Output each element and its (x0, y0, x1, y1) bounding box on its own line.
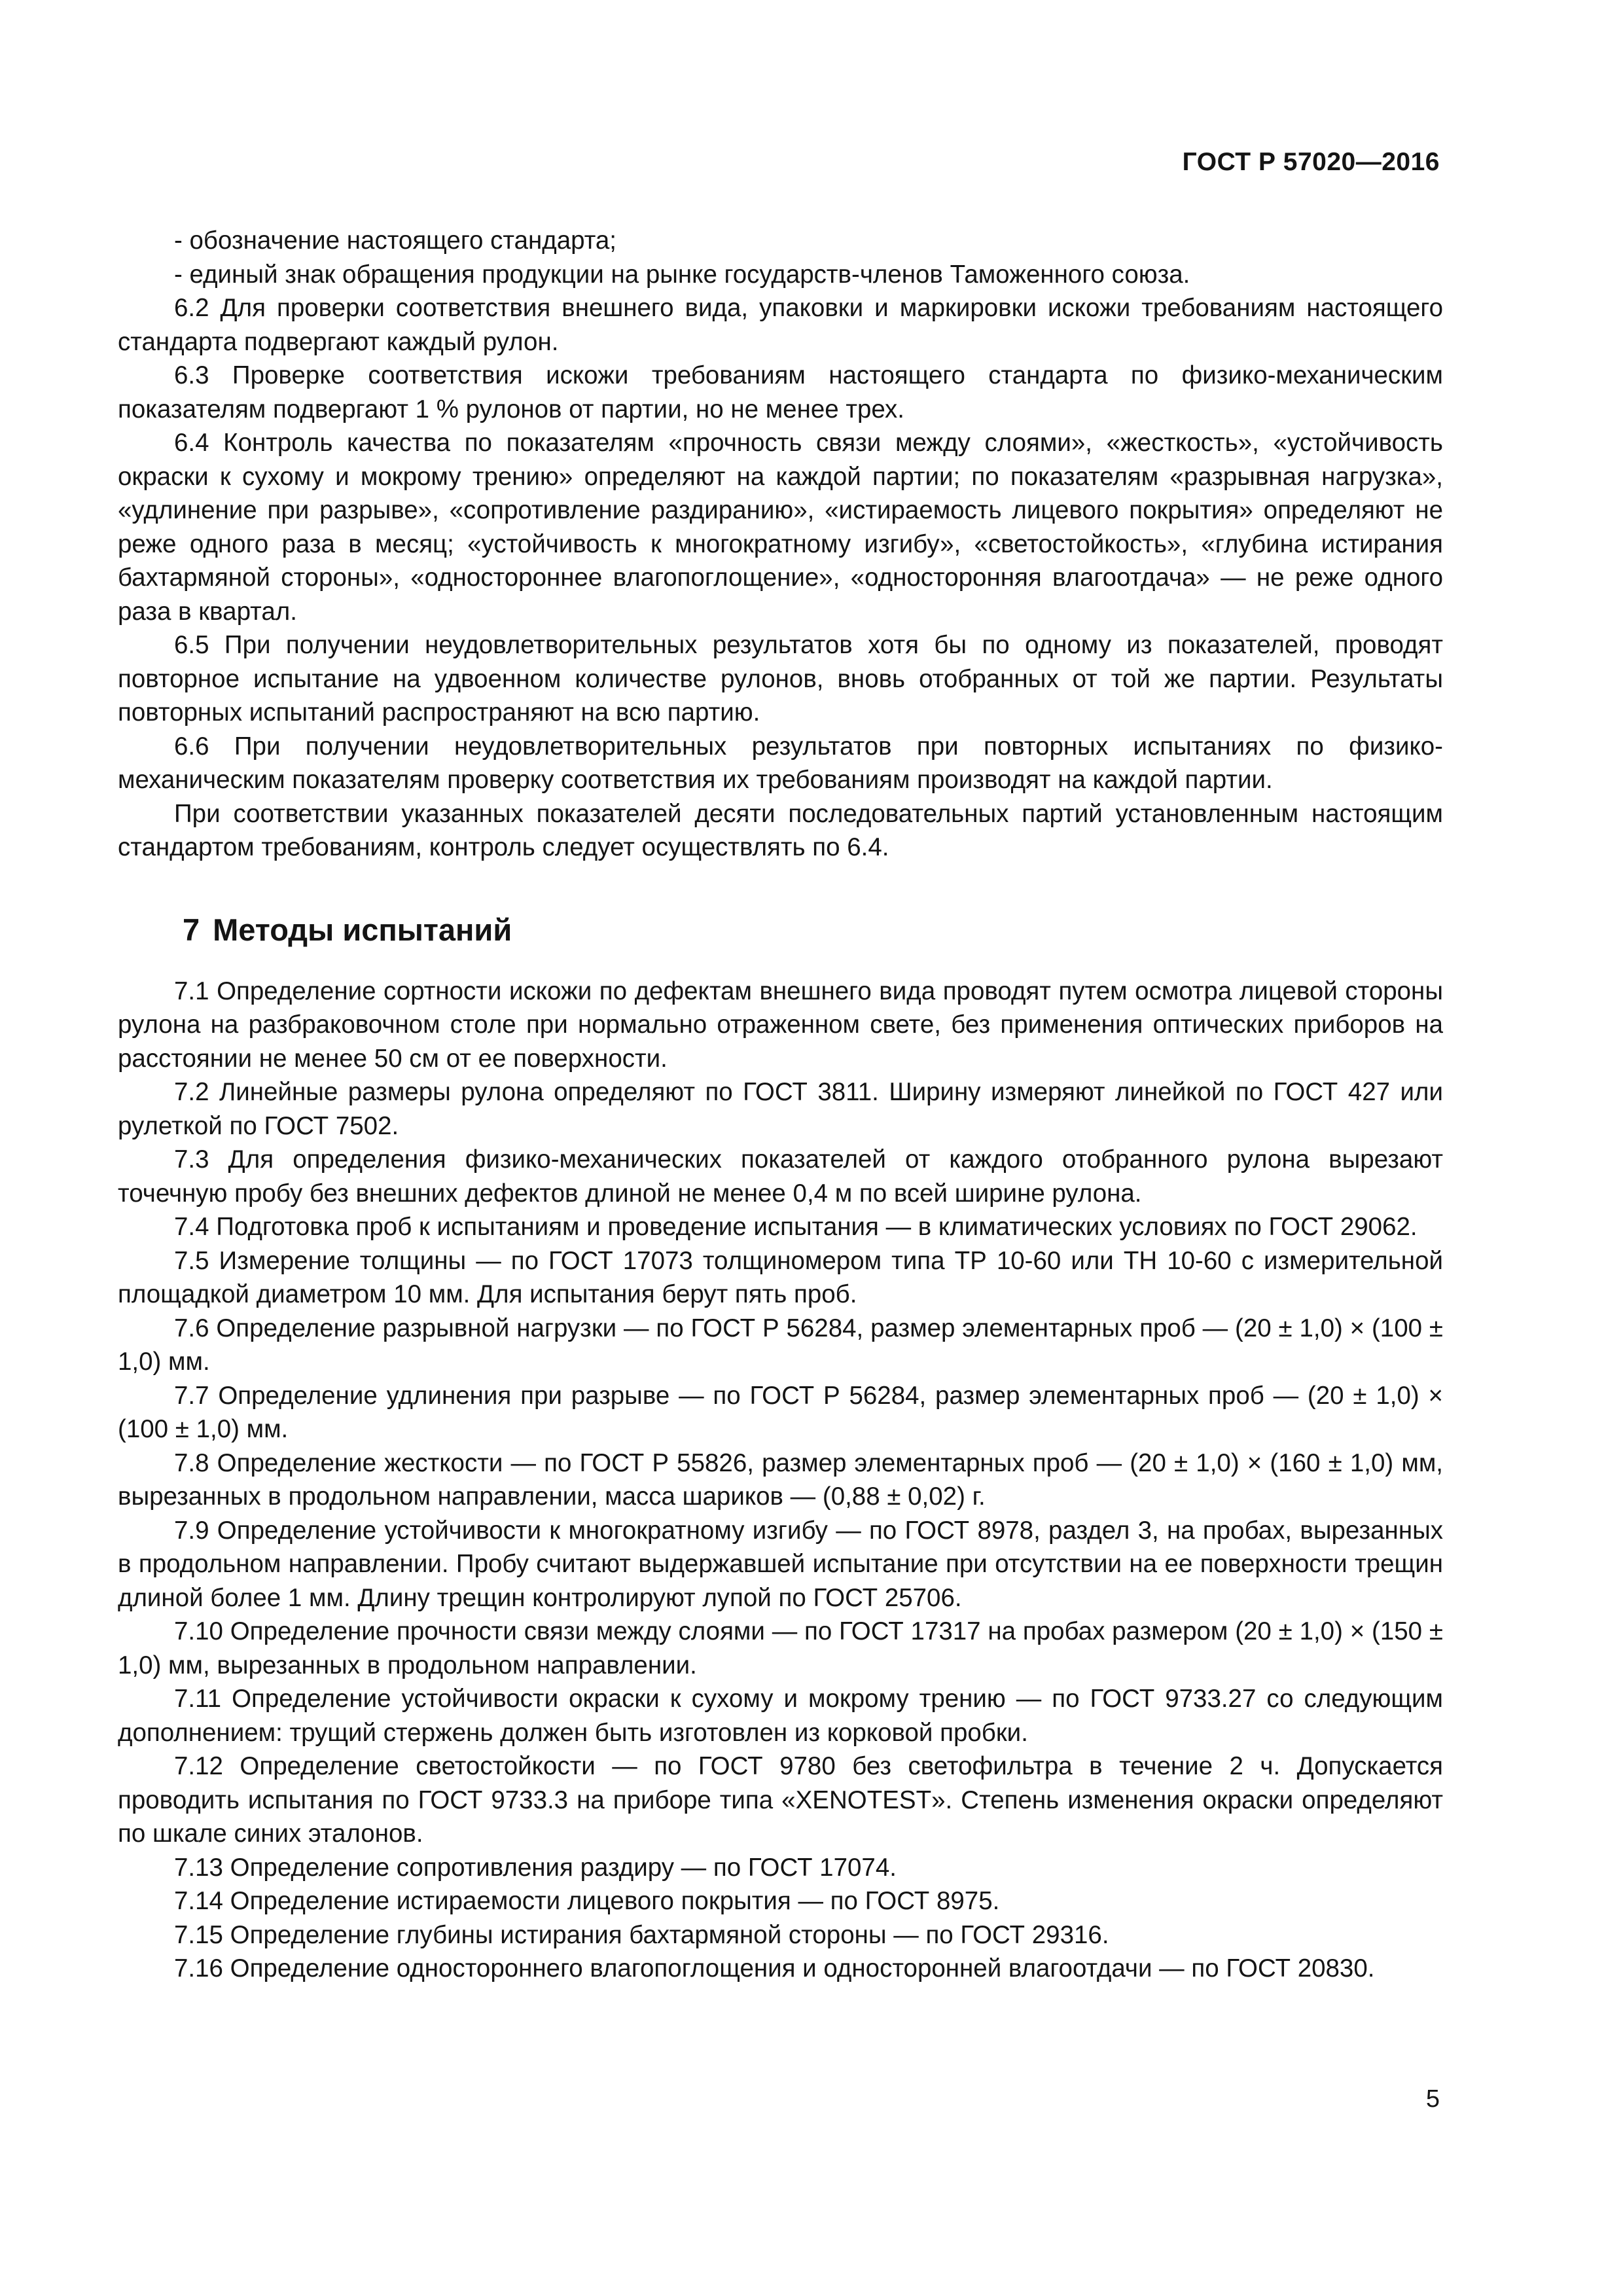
paragraph-6-6-note: При соответствии указанных показателей десяти последовательных партий установленным настоящим стандартом требованиям, контроль следует осуществлять по 6.4. (118, 799, 1443, 861)
paragraph-7-10: 7.10 Определение прочности связи между слоями — по ГОСТ 17317 на пробах размером (20 ± 1,0) × (150 ± 1,0) мм, вырезанных в продольном направлении. (118, 1617, 1443, 1679)
paragraph-7-5: 7.5 Измерение толщины — по ГОСТ 17073 толщиномером типа ТР 10-60 или ТН 10-60 с измерительной площадкой диаметром 10 мм. Для испытания берут пять проб. (118, 1246, 1443, 1308)
paragraph-7-12: 7.12 Определение светостойкости — по ГОСТ 9780 без светофильтра в течение 2 ч. Допускается проводить испытания по ГОСТ 9733.3 на приборе типа «XENOTEST». Степень изменения окраски определяют по шкале синих эталонов. (118, 1752, 1443, 1848)
paragraph-7-11: 7.11 Определение устойчивости окраски к сухому и мокрому трению — по ГОСТ 9733.27 со следующим дополнением: трущий стержень должен быть изготовлен из корковой пробки. (118, 1685, 1443, 1747)
page-number: 5 (1425, 2085, 1440, 2113)
paragraph-7-14: 7.14 Определение истираемости лицевого покрытия — по ГОСТ 8975. (174, 1887, 1000, 1915)
intro-item: - единый знак обращения продукции на рынке государств-членов Таможенного союза. (174, 260, 1190, 289)
paragraph-6-2: 6.2 Для проверки соответствия внешнего вида, упаковки и маркировки искожи требованиям настоящего стандарта подвергают каждый рулон. (118, 294, 1443, 356)
document-body (118, 224, 1443, 1986)
paragraph-7-7: 7.7 Определение удлинения при разрыве — по ГОСТ Р 56284, размер элементарных проб — (20 ± 1,0) × (100 ± 1,0) мм. (118, 1381, 1443, 1443)
section-7-heading (118, 912, 1443, 948)
paragraph-7-13: 7.13 Определение сопротивления раздиру — по ГОСТ 17074. (174, 1853, 897, 1882)
paragraph-7-3: 7.3 Для определения физико-механических показателей от каждого отобранного рулона вырезают точечную пробу без внешних дефектов длиной не менее 0,4 м по всей ширине рулона. (118, 1145, 1443, 1208)
paragraph-6-5: 6.5 При получении неудовлетворительных результатов хотя бы по одному из показателей, проводят повторное испытание на удвоенном количестве рулонов, вновь отобранных от той же партии. Результаты повторных испытаний распространяют на всю партию. (118, 631, 1443, 726)
paragraph-7-16: 7.16 Определение одностороннего влагопоглощения и односторонней влагоотдачи — по ГОСТ 20830. (174, 1954, 1375, 1982)
paragraph-6-3: 6.3 Проверке соответствия искожи требованиям настоящего стандарта по физико-механическим показателям подвергают 1 % рулонов от партии, но не менее трех. (118, 361, 1443, 423)
paragraph-7-6: 7.6 Определение разрывной нагрузки — по ГОСТ Р 56284, размер элементарных проб — (20 ± 1,0) × (100 ± 1,0) мм. (118, 1314, 1443, 1376)
paragraph-7-8: 7.8 Определение жесткости — по ГОСТ Р 55826, размер элементарных проб — (20 ± 1,0) × (160 ± 1,0) мм, вырезанных в продольном направлении, масса шариков — (0,88 ± 0,02) г. (118, 1448, 1443, 1511)
paragraph-7-1: 7.1 Определение сортности искожи по дефектам внешнего вида проводят путем осмотра лицевой стороны рулона на разбраковочном столе при нормально отраженном свете, без применения оптических приборов на расстоянии не менее 50 см от ее поверхности. (118, 977, 1443, 1073)
paragraph-7-4: 7.4 Подготовка проб к испытаниям и проведение испытания — в климатических условиях по ГОСТ 29062. (174, 1213, 1418, 1241)
paragraph-7-9: 7.9 Определение устойчивости к многократному изгибу — по ГОСТ 8978, раздел 3, на пробах, вырезанных в продольном направлении. Пробу считают выдержавшей испытание при отсутствии на ее поверхности трещин длиной более 1 мм. Длину трещин контролируют лупой по ГОСТ 25706. (118, 1516, 1443, 1612)
intro-item: - обозначение настоящего стандарта; (174, 226, 617, 255)
standard-designation: ГОСТ Р 57020—2016 (1182, 148, 1440, 176)
section-number: 7 (183, 912, 200, 947)
paragraph-7-15: 7.15 Определение глубины истирания бахтармяной стороны — по ГОСТ 29316. (174, 1920, 1109, 1949)
paragraph-6-4: 6.4 Контроль качества по показателям «прочность связи между слоями», «жесткость», «устойчивость окраски к сухому и мокрому трению» определяют на каждой партии; по показателям «разрывная нагрузка», «удлинение при разрыве», «сопротивление раздиранию», «истираемость лицевого покрытия» определяют не реже одного раза в месяц; «устойчивость к многократному изгибу», «светостойкость», «глубина истирания бахтармяной стороны», «одностороннее влагопоглощение», «односторонняя влагоотдача» — не реже одного раза в квартал. (118, 429, 1443, 626)
section-title: Методы испытаний (213, 912, 512, 947)
paragraph-6-6: 6.6 При получении неудовлетворительных результатов при повторных испытаниях по физико-механическим показателям проверку соответствия их требованиям производят на каждой партии. (118, 732, 1443, 794)
paragraph-7-2: 7.2 Линейные размеры рулона определяют по ГОСТ 3811. Ширину измеряют линейкой по ГОСТ 427 или рулеткой по ГОСТ 7502. (118, 1078, 1443, 1140)
